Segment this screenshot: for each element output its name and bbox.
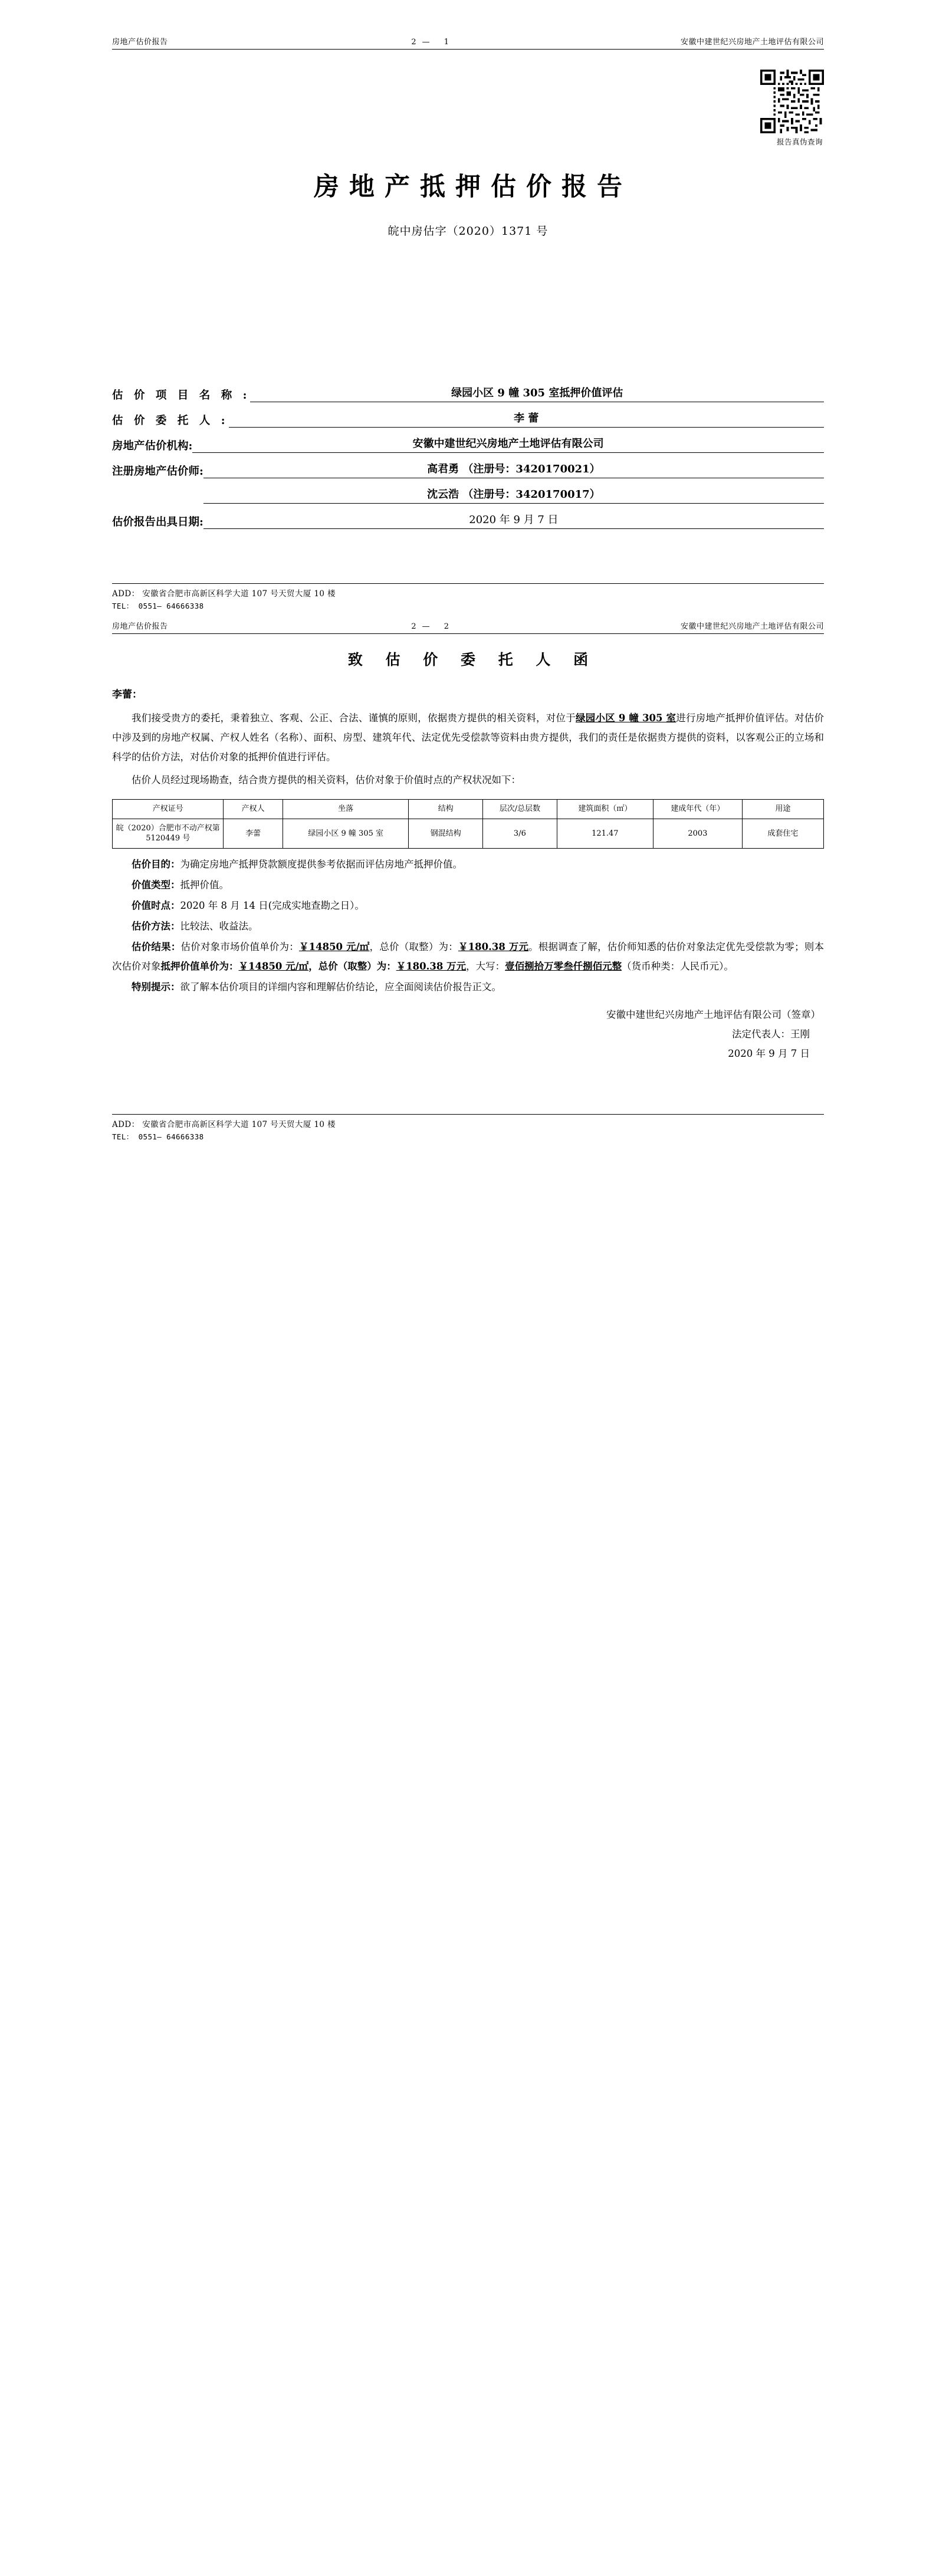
item-special-tip: [112, 977, 824, 997]
field-issue-date: [112, 511, 824, 529]
property-table: [112, 799, 824, 849]
item-value-type-value: 抵押价值。: [180, 879, 229, 891]
running-header-right: 安徽中建世纪兴房地产土地评估有限公司: [680, 38, 824, 47]
field-appraiser-label: 注册房地产估价师:: [112, 465, 203, 478]
table-header-row: [113, 800, 824, 819]
letter-title: 致 估 价 委 托 人 函: [347, 651, 597, 669]
letter-salutation: 李蕾：: [112, 689, 142, 701]
field-appraiser-1-value: 高君勇 （注册号：3420170021）: [203, 461, 824, 478]
footer-page1: [112, 584, 824, 612]
field-project-name-value: 绿园小区 9 幢 305 室抵押价值评估: [250, 385, 824, 402]
table-row: [113, 819, 824, 848]
result-text-a: 估价对象市场价值单价为：: [180, 941, 299, 952]
item-special-tip-label: 特别提示：: [132, 981, 180, 993]
result-text-f: ，大写：: [466, 960, 505, 972]
field-appraiser-2-value: 沈云浩 （注册号：3420170017）: [203, 486, 824, 504]
para1-part-a: 我们接受贵方的委托，秉着独立、客观、公正、合法、谨慎的原则，依据贵方提供的相关资料，对位于: [132, 712, 576, 724]
result-text-b: ，总价（取整）为：: [369, 941, 458, 952]
item-appraisal-purpose-value: 为确定房地产抵押贷款额度提供参考依据而评估房地产抵押价值。: [180, 858, 462, 870]
signature-block: [112, 1005, 824, 1063]
cover-field-list: [112, 385, 824, 529]
col-build-year: 建成年代（年）: [653, 800, 742, 819]
result-text-e: ，总价（取整）为：: [308, 960, 396, 972]
field-appraiser-1: [112, 461, 824, 478]
item-method-value: 比较法、收益法。: [180, 920, 258, 932]
cell-owner: 李蕾: [224, 819, 283, 848]
field-project-name: [112, 385, 824, 402]
footer-tel: TEL： 0551— 64666338: [112, 1132, 204, 1141]
cell-location: 绿园小区 9 幢 305 室: [283, 819, 409, 848]
item-method-label: 估价方法：: [132, 920, 180, 932]
result-text-d: 抵押价值单价为：: [160, 960, 239, 972]
item-value-date-label: 价值时点：: [132, 899, 180, 911]
field-client: [112, 410, 824, 428]
cell-certificate-no: 皖（2020）合肥市不动产权第 5120449 号: [113, 819, 224, 848]
item-method: [112, 916, 824, 936]
footer-address: ADD： 安徽省合肥市高新区科学大道 107 号天贸大厦 10 楼: [112, 589, 336, 599]
item-value-type-label: 价值类型：: [132, 879, 180, 891]
result-text-c: 。根据调查了解，估价师知悉的估价对象法定优先受偿款为零；则本次估价对象: [112, 941, 825, 972]
item-value-date: [112, 896, 824, 915]
field-appraisal-agency-value: 安徽中建世纪兴房地产土地评估有限公司: [192, 435, 824, 453]
page-1: [0, 0, 936, 612]
result-amount-in-words: 壹佰捌拾万零叁仟捌佰元整: [505, 960, 622, 972]
letter-body: [112, 685, 824, 997]
page-title: 房地产抵押估价报告: [314, 172, 632, 202]
field-issue-date-label: 估价报告出具日期:: [112, 516, 203, 528]
para1-subject: 绿园小区 9 幢 305 室: [576, 712, 676, 724]
running-header-left: 房地产估价报告: [112, 38, 168, 47]
signature-legal-representative: 法定代表人：王刚: [732, 1028, 810, 1040]
running-header-page-number: 2— 1: [411, 38, 455, 47]
page-2: [0, 612, 936, 1169]
result-text-g: （货币种类：人民币元）。: [622, 960, 734, 972]
field-client-value: 李 蕾: [229, 410, 824, 428]
running-header-page-number: 2— 2: [411, 622, 455, 632]
item-appraisal-purpose: [112, 855, 824, 874]
footer-address: ADD： 安徽省合肥市高新区科学大道 107 号天贸大厦 10 楼: [112, 1119, 336, 1129]
col-location: 坐落: [283, 800, 409, 819]
signature-date: 2020 年 9 月 7 日: [728, 1047, 810, 1059]
running-header-left: 房地产估价报告: [112, 622, 168, 632]
item-value-type: [112, 875, 824, 895]
item-result-label: 估价结果：: [132, 941, 181, 952]
col-usage: 用途: [742, 800, 823, 819]
field-issue-date-value: 2020 年 9 月 7 日: [203, 511, 824, 529]
col-floor: 层次/总层数: [483, 800, 557, 819]
cell-build-year: 2003: [653, 819, 742, 848]
col-area: 建筑面积（㎡）: [557, 800, 653, 819]
field-appraisal-agency-label: 房地产估价机构:: [112, 440, 193, 452]
running-header-page2: [112, 620, 824, 634]
result-market-total: ￥180.38 万元: [458, 941, 529, 952]
report-number: 皖中房估字（2020）1371 号: [387, 225, 549, 238]
col-certificate-no: 产权证号: [113, 800, 224, 819]
item-value-date-value: 2020 年 8 月 14 日(完成实地查勘之日）。: [180, 899, 364, 911]
footer-tel: TEL： 0551— 64666338: [112, 601, 204, 610]
result-market-unit-price: ￥14850 元/㎡: [298, 941, 370, 952]
running-header-right: 安徽中建世纪兴房地产土地评估有限公司: [680, 622, 824, 632]
para1-part-b: 进行房地产抵押价值评估。对估价中涉及到的房地产权属、产权人姓名（名称）、面积、房型、建筑年代、法定优先受偿款等资料由贵方提供，我们的责任是依据贵方提供的资料，以客观公正的立场和科学的估价方法，对估价对象的抵押价值进行评估。: [112, 712, 825, 763]
item-appraisal-purpose-label: 估价目的：: [132, 858, 180, 870]
result-mortgage-unit-price: ￥14850 元/㎡: [238, 960, 309, 972]
result-mortgage-total: ￥180.38 万元: [396, 960, 467, 972]
field-appraiser-2: [112, 486, 824, 504]
field-project-name-label: 估 价 项 目 名 称 :: [112, 389, 251, 402]
field-client-label: 估 价 委 托 人 :: [112, 415, 229, 427]
letter-paragraph-1: [112, 708, 824, 767]
signature-company: 安徽中建世纪兴房地产土地评估有限公司（签章）: [606, 1008, 820, 1020]
item-result: [112, 937, 824, 976]
cell-structure: 钢混结构: [409, 819, 483, 848]
cell-usage: 成套住宅: [742, 819, 823, 848]
qr-code-icon[interactable]: [760, 70, 824, 133]
bottom-spacer: [112, 1142, 824, 1169]
qr-block: [112, 70, 824, 147]
letter-paragraph-2: 估价人员经过现场勘查，结合贵方提供的相关资料，估价对象于价值时点的产权状况如下：: [132, 774, 521, 786]
cell-area: 121.47: [557, 819, 653, 848]
document-root: [0, 0, 936, 1169]
col-owner: 产权人: [224, 800, 283, 819]
item-special-tip-value: 欲了解本估价项目的详细内容和理解估价结论，应全面阅读估价报告正文。: [180, 981, 501, 993]
footer-page2: [112, 1115, 824, 1142]
field-appraisal-agency: [112, 435, 824, 453]
running-header-page1: [112, 35, 824, 50]
col-structure: 结构: [409, 800, 483, 819]
qr-caption: 报告真伪查询: [776, 137, 823, 146]
cell-floor: 3/6: [483, 819, 557, 848]
